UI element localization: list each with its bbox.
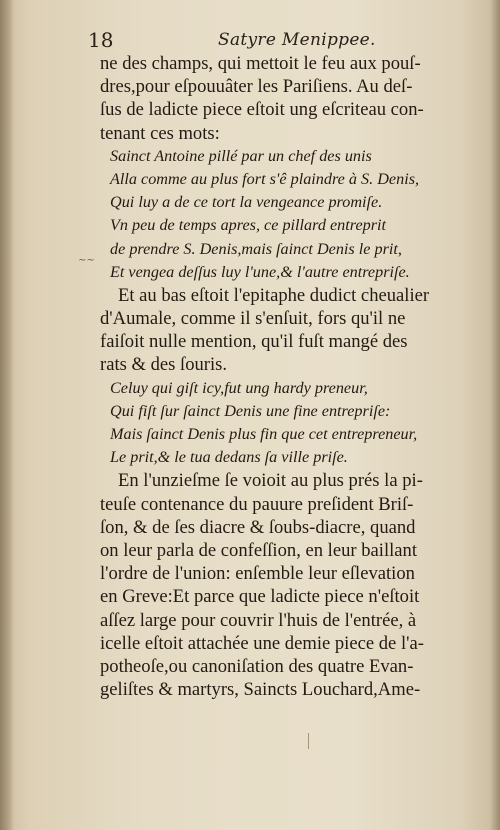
text-line: teuſe contenance du pauure preſident Briſ-	[100, 493, 414, 515]
text-line: potheoſe,ou canoniſation des quatre Evan-	[100, 655, 414, 677]
verse-line: Alla comme au plus fort s'ê plaindre à S. Denis,	[110, 169, 420, 188]
body-text	[100, 52, 480, 701]
running-title: Satyre Menippee.	[218, 30, 376, 50]
text-line: faiſoit nulle mention, qu'il fuſt mangé des	[100, 331, 408, 353]
margin-mark: ∼∼	[78, 255, 95, 266]
verse-line: Le prit,& le tua dedans ſa ville priſe.	[110, 448, 348, 467]
page-header	[88, 28, 388, 52]
verse-line: Qui luy a de ce tort la vengeance promiſe.	[110, 193, 383, 212]
text-line: ſon, & de ſes diacre & ſoubs-diacre, quand	[100, 516, 416, 538]
verse-line: Mais ſainct Denis plus fin que cet entrepreneur,	[110, 425, 418, 443]
text-line: on leur parla de confeſſion, en leur baillant	[100, 539, 418, 561]
text-line: Et au bas eſtoit l'epitaphe dudict cheualier	[118, 284, 430, 306]
text-line: ſus de ladicte piece eſtoit ung eſcriteau con-	[100, 99, 424, 121]
page-mark	[308, 733, 313, 749]
page-number: 18	[88, 28, 114, 52]
text-line: rats & des ſouris.	[100, 354, 228, 376]
verse-line: Celuy qui giſt icy,fut ung hardy preneur,	[110, 378, 368, 397]
text-line: geliſtes & martyrs, Saincts Louchard,Ame-	[100, 679, 421, 701]
text-line: ne des champs, qui mettoit le feu aux pouſ-	[100, 53, 421, 74]
text-line: tenant ces mots:	[100, 122, 220, 144]
text-line: en Greve:Et parce que ladicte piece n'eſtoit	[100, 586, 420, 608]
text-line: dres,pour eſpouuâter les Pariſiens. Au deſ-	[100, 76, 413, 98]
verse-line: de prendre S. Denis,mais ſainct Denis le prit,	[110, 239, 402, 258]
text-line: icelle eſtoit attachée une demie piece de l'a-	[100, 632, 424, 654]
verse-line: Vn peu de temps apres, ce pillard entreprit	[110, 216, 387, 235]
text-line: d'Aumale, comme il s'enſuit, fors qu'il ne	[100, 308, 406, 330]
verse-line: Et vengea deſſus luy l'une,& l'autre entrepriſe.	[110, 262, 410, 281]
text-line: l'ordre de l'union: enſemble leur eſlevation	[100, 563, 415, 585]
verse-line: Qui fiſt ſur ſainct Denis une fine entrepriſe:	[110, 401, 391, 420]
verse-line: Sainct Antoine pillé par un chef des unis	[110, 146, 372, 165]
text-line: aſſez large pour couvrir l'huis de l'entrée, à	[100, 609, 417, 631]
text-line: En l'unzieſme ſe voioit au plus prés la pi-	[118, 470, 423, 492]
